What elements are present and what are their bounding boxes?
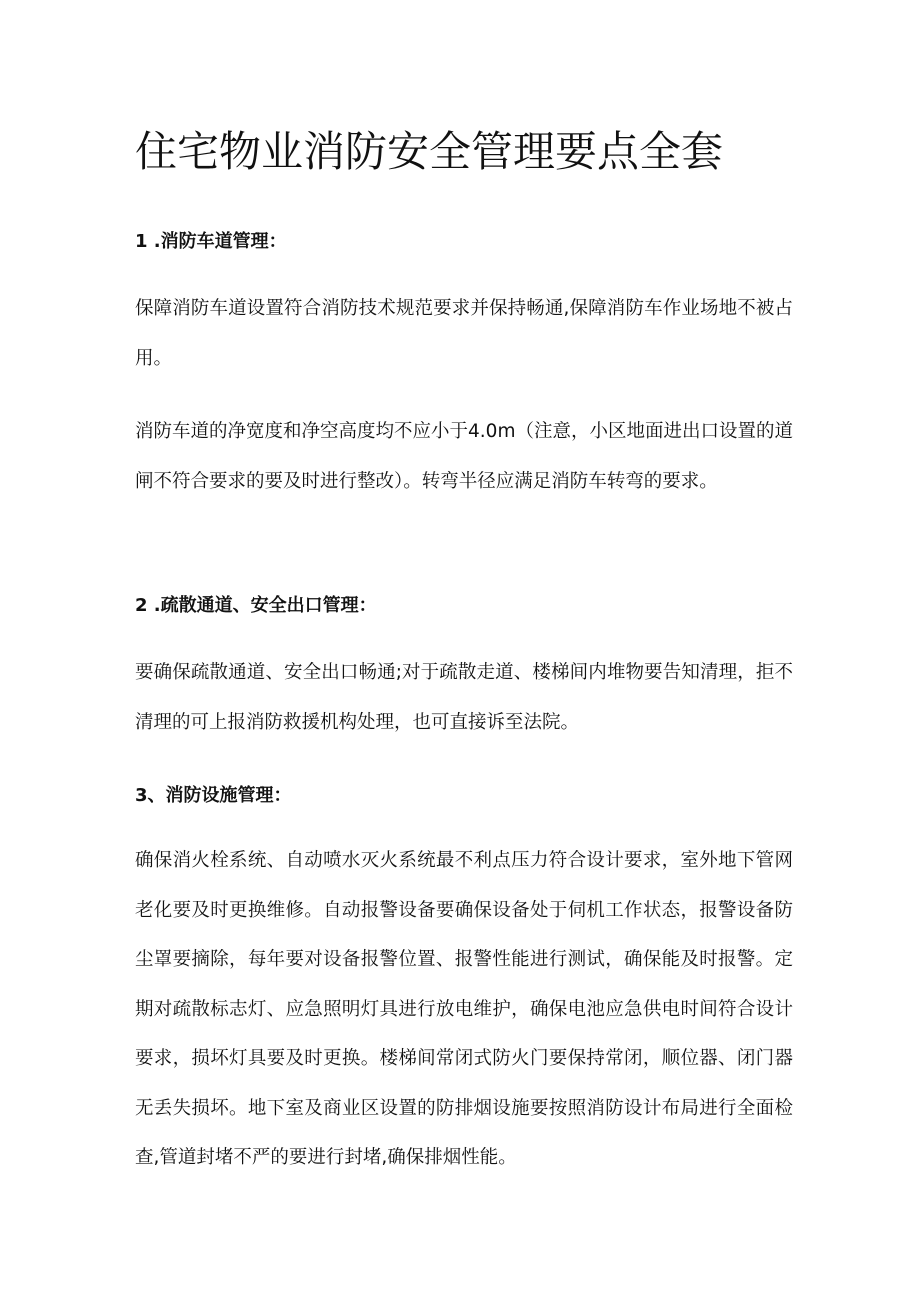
section-heading-evacuation: 2 .疏散通道、安全出口管理： [135, 595, 377, 616]
paragraph-fire-lane-2: 消防车道的净宽度和净空高度均不应小于4.0m（注意，小区地面进出口设置的道闸不符合要求的要及时进行整改）。转弯半径应满足消防车转弯的要求。 [135, 421, 793, 492]
paragraph-fire-lane-1: 保障消防车道设置符合消防技术规范要求并保持畅通,保障消防车作业场地不被占用。 [135, 298, 793, 369]
paragraph-fire-facilities-1: 确保消火栓系统、自动喷水灭火系统最不利点压力符合设计要求，室外地下管网老化要及时更换维修。自动报警设备要确保设备处于伺机工作状态，报警设备防尘罩要摘除，每年要对设备报警位置、报警性能进行测试，确保能及时报警。定期对疏散标志灯、应急照明灯具进行放电维护，确保电池应急供电时间符合设计要求，损坏灯具要及时更换。楼梯间常闭式防火门要保持常闭，顺位器、闭门器无丢失损坏。地下室及商业区设置的防排烟设施要按照消防设计布局进行全面检查,管道封堵不严的要进行封堵,确保排烟性能。 [135, 850, 793, 1168]
section-heading-fire-facilities: 3、消防设施管理： [135, 785, 292, 806]
document-title: 住宅物业消防安全管理要点全套 [135, 127, 724, 176]
section-heading-fire-lane: 1 .消防车道管理： [135, 231, 287, 252]
paragraph-evacuation-1: 要确保疏散通道、安全出口畅通;对于疏散走道、楼梯间内堆物要告知清理，拒不清理的可上报消防救援机构处理，也可直接诉至法院。 [135, 662, 793, 733]
